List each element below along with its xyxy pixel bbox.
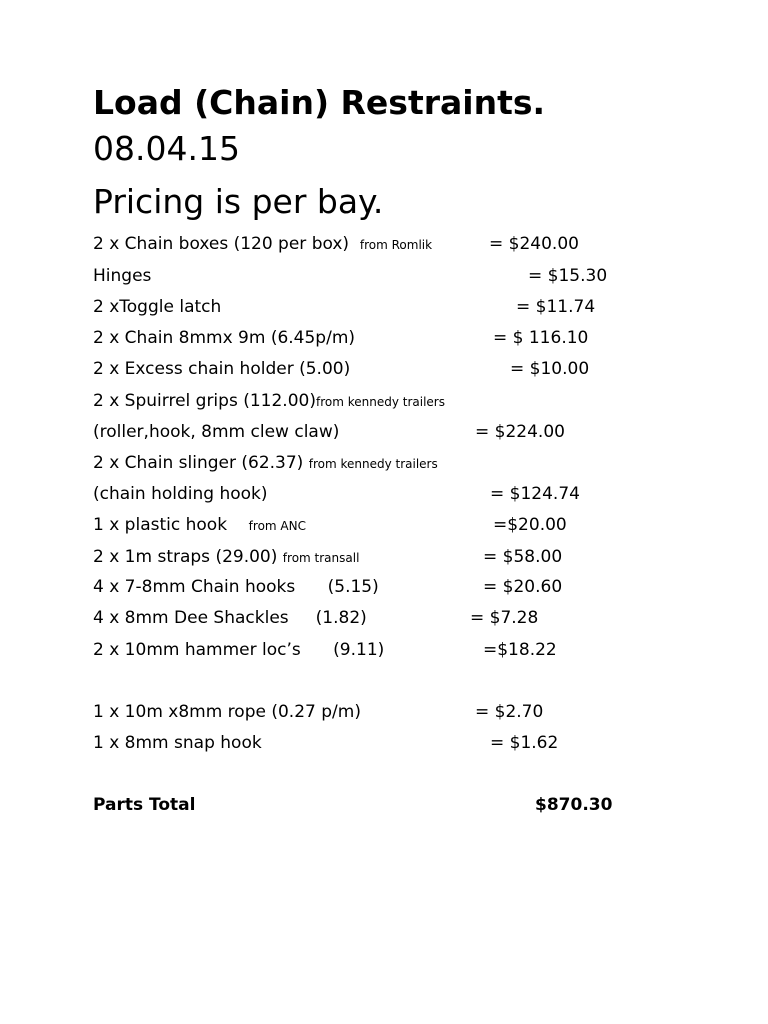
item-amount: = $15.30 — [528, 266, 608, 286]
item-amount: = $10.00 — [510, 359, 590, 379]
item-description: 2 x Excess chain holder (5.00) — [93, 359, 351, 379]
item-description: 1 x 10m x8mm rope (0.27 p/m) — [93, 702, 361, 722]
item-source-note: from kennedy trailers — [308, 457, 438, 471]
line-item — [0, 233, 768, 255]
item-description: 2 x 10mm hammer loc’s (9.11) — [93, 640, 385, 660]
line-item — [0, 452, 768, 474]
item-amount: = $20.60 — [483, 577, 563, 597]
item-amount: = $7.28 — [470, 608, 539, 628]
document-date: 08.04.15 — [93, 129, 240, 168]
item-description: 2 x Chain boxes (120 per box) — [93, 234, 350, 254]
item-amount: = $58.00 — [483, 547, 563, 567]
line-item — [0, 296, 768, 318]
item-amount: = $224.00 — [475, 422, 565, 442]
item-description: 4 x 8mm Dee Shackles (1.82) — [93, 608, 367, 628]
item-amount: = $2.70 — [475, 702, 544, 722]
item-source-note: from ANC — [248, 519, 306, 533]
line-item — [0, 327, 768, 349]
item-description: 1 x 8mm snap hook — [93, 733, 262, 753]
line-item — [0, 421, 768, 443]
parts-total-amount: $870.30 — [535, 795, 613, 815]
parts-total-label: Parts Total — [93, 795, 196, 815]
pricing-note: Pricing is per bay. — [93, 182, 384, 221]
item-source-note: from kennedy trailers — [315, 395, 445, 409]
item-amount: = $124.74 — [490, 484, 580, 504]
line-item — [0, 514, 768, 536]
item-description: 4 x 7-8mm Chain hooks (5.15) — [93, 577, 379, 597]
item-amount: = $240.00 — [489, 234, 579, 254]
item-amount: =$20.00 — [493, 515, 567, 535]
line-item — [0, 576, 768, 598]
item-amount: = $1.62 — [490, 733, 559, 753]
item-description: 2 x Chain slinger (62.37) — [93, 453, 304, 473]
line-item — [0, 358, 768, 380]
item-description: 1 x plastic hook — [93, 515, 228, 535]
item-description: (roller,hook, 8mm clew claw) — [93, 422, 340, 442]
line-item — [0, 732, 768, 754]
item-source-note: from transall — [282, 551, 360, 565]
item-description: Hinges — [93, 266, 152, 286]
item-amount: = $ 116.10 — [493, 328, 589, 348]
parts-total-row — [0, 794, 768, 816]
line-item — [0, 546, 768, 568]
line-item — [0, 265, 768, 287]
line-item — [0, 607, 768, 629]
line-item — [0, 483, 768, 505]
line-item — [0, 390, 768, 412]
item-source-note: from Romlik — [359, 238, 433, 252]
document-title: Load (Chain) Restraints. — [93, 83, 546, 122]
item-amount: =$18.22 — [483, 640, 557, 660]
item-description: 2 x Spuirrel grips (112.00) — [93, 391, 316, 411]
line-item — [0, 701, 768, 723]
item-description: 2 xToggle latch — [93, 297, 222, 317]
item-amount: = $11.74 — [516, 297, 596, 317]
item-description: (chain holding hook) — [93, 484, 268, 504]
line-item — [0, 639, 768, 661]
item-description: 2 x Chain 8mmx 9m (6.45p/m) — [93, 328, 356, 348]
item-description: 2 x 1m straps (29.00) — [93, 547, 278, 567]
